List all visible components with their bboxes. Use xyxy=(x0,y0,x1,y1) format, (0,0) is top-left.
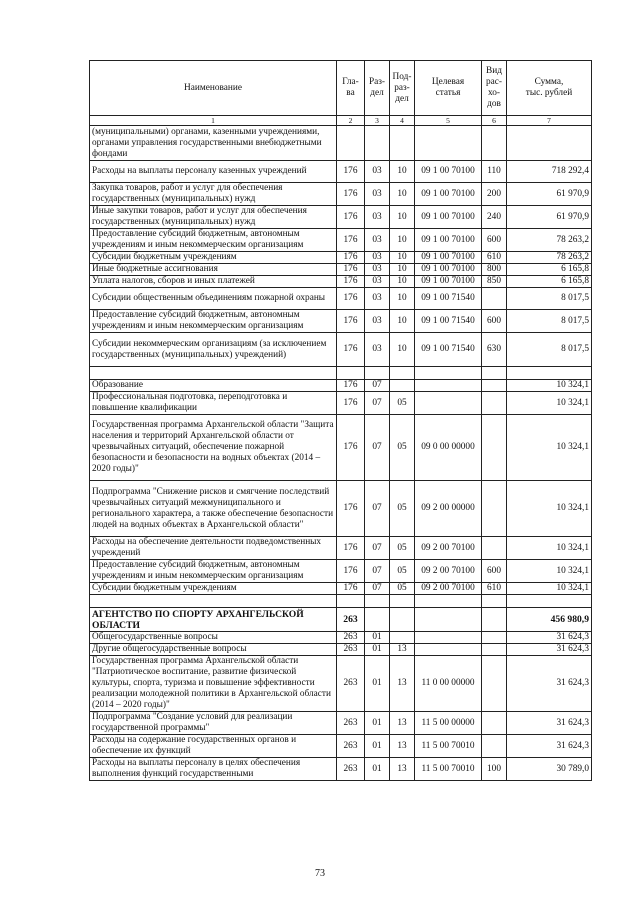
row-name: Предоставление субсидий бюджетным, автономным учреждениям и иным некоммерческим организациям xyxy=(90,229,337,252)
column-number-row xyxy=(90,116,592,126)
row-subsection xyxy=(390,608,415,632)
row-chapter: 176 xyxy=(337,252,365,264)
table-row xyxy=(90,392,592,415)
row-name: Предоставление субсидий бюджетным, автономным учреждениям и иным некоммерческим организациям xyxy=(90,310,337,333)
row-exp-type: 610 xyxy=(482,252,507,264)
row-chapter: 176 xyxy=(337,161,365,183)
row-name: АГЕНТСТВО ПО СПОРТУ АРХАНГЕЛЬСКОЙ ОБЛАСТИ xyxy=(90,608,337,632)
row-section: 03 xyxy=(365,252,390,264)
row-sum: 31 624,3 xyxy=(507,632,592,644)
row-target xyxy=(415,126,482,161)
row-subsection: 10 xyxy=(390,276,415,288)
row-subsection: 05 xyxy=(390,392,415,415)
row-sum: 31 624,3 xyxy=(507,735,592,758)
row-exp-type xyxy=(482,735,507,758)
row-section xyxy=(365,126,390,161)
row-subsection: 10 xyxy=(390,206,415,229)
row-exp-type xyxy=(482,608,507,632)
row-exp-type: 800 xyxy=(482,264,507,276)
row-chapter: 263 xyxy=(337,656,365,712)
row-exp-type xyxy=(482,415,507,481)
row-sum: 10 324,1 xyxy=(507,560,592,583)
row-section: 03 xyxy=(365,276,390,288)
row-chapter: 176 xyxy=(337,276,365,288)
row-subsection: 13 xyxy=(390,712,415,735)
row-chapter: 176 xyxy=(337,415,365,481)
row-sum: 8 017,5 xyxy=(507,288,592,310)
header-name: Наименование xyxy=(90,61,337,116)
row-name: Субсидии бюджетным учреждениям xyxy=(90,583,337,595)
row-sum: 8 017,5 xyxy=(507,310,592,333)
row-name: Субсидии некоммерческим организациям (за исключением государственных (муниципальных) учреждений) xyxy=(90,333,337,367)
table-row xyxy=(90,583,592,595)
row-section: 03 xyxy=(365,333,390,367)
row-subsection: 10 xyxy=(390,288,415,310)
table-row xyxy=(90,644,592,656)
row-section: 03 xyxy=(365,183,390,206)
table-row xyxy=(90,126,592,161)
row-name: Образование xyxy=(90,380,337,392)
row-subsection xyxy=(390,595,415,608)
row-subsection: 10 xyxy=(390,161,415,183)
row-exp-type xyxy=(482,126,507,161)
row-exp-type xyxy=(482,595,507,608)
row-chapter xyxy=(337,126,365,161)
row-chapter: 176 xyxy=(337,392,365,415)
row-chapter xyxy=(337,367,365,380)
table-row xyxy=(90,264,592,276)
table-row xyxy=(90,735,592,758)
row-name: (муниципальными) органами, казенными учреждениями, органами управления государственными внебюджетными фондами xyxy=(90,126,337,161)
row-chapter: 176 xyxy=(337,206,365,229)
col-number: 3 xyxy=(365,116,390,126)
row-name: Иные бюджетные ассигнования xyxy=(90,264,337,276)
table-row xyxy=(90,252,592,264)
row-subsection: 13 xyxy=(390,644,415,656)
row-subsection: 05 xyxy=(390,537,415,560)
row-sum: 10 324,1 xyxy=(507,481,592,537)
row-target xyxy=(415,380,482,392)
row-exp-type: 240 xyxy=(482,206,507,229)
row-name: Государственная программа Архангельской области "Патриотическое воспитание, развитие физической культуры, спорта, туризма и повышение эффективности реализации молодежной политики в Архангельской области (2014 – 2020 годы)" xyxy=(90,656,337,712)
row-section: 03 xyxy=(365,310,390,333)
row-subsection: 13 xyxy=(390,656,415,712)
row-target: 11 5 00 00000 xyxy=(415,712,482,735)
row-chapter: 176 xyxy=(337,380,365,392)
row-target: 09 2 00 70100 xyxy=(415,583,482,595)
row-sum: 10 324,1 xyxy=(507,415,592,481)
row-sum: 6 165,8 xyxy=(507,276,592,288)
row-subsection: 05 xyxy=(390,415,415,481)
table-row xyxy=(90,560,592,583)
col-number: 1 xyxy=(90,116,337,126)
table-row xyxy=(90,333,592,367)
row-section: 03 xyxy=(365,288,390,310)
row-section: 07 xyxy=(365,560,390,583)
row-name: Расходы на обеспечение деятельности подведомственных учреждений xyxy=(90,537,337,560)
row-section xyxy=(365,608,390,632)
row-chapter: 263 xyxy=(337,712,365,735)
row-sum: 6 165,8 xyxy=(507,264,592,276)
row-chapter: 263 xyxy=(337,608,365,632)
header-exp-type: Вид рас- хо- дов xyxy=(482,61,507,116)
row-section: 03 xyxy=(365,264,390,276)
row-chapter: 176 xyxy=(337,583,365,595)
row-name: Подпрограмма "Снижение рисков и смягчение последствий чрезвычайных ситуаций межмуниципального и регионального характера, а также обеспечение безопасности людей на водных объектах в Архангельской области" xyxy=(90,481,337,537)
table-row xyxy=(90,183,592,206)
row-exp-type: 630 xyxy=(482,333,507,367)
table-row xyxy=(90,367,592,380)
row-sum: 30 789,0 xyxy=(507,758,592,781)
row-sum: 10 324,1 xyxy=(507,583,592,595)
row-exp-type xyxy=(482,656,507,712)
row-sum: 31 624,3 xyxy=(507,656,592,712)
row-exp-type xyxy=(482,367,507,380)
row-target: 09 2 00 70100 xyxy=(415,537,482,560)
row-section: 03 xyxy=(365,206,390,229)
table-row xyxy=(90,632,592,644)
budget-table xyxy=(89,60,592,781)
row-section: 07 xyxy=(365,392,390,415)
row-target: 09 1 00 70100 xyxy=(415,161,482,183)
row-exp-type: 100 xyxy=(482,758,507,781)
row-exp-type xyxy=(482,644,507,656)
row-name xyxy=(90,595,337,608)
header-section: Раз- дел xyxy=(365,61,390,116)
row-chapter: 263 xyxy=(337,644,365,656)
row-target xyxy=(415,644,482,656)
row-exp-type xyxy=(482,537,507,560)
row-subsection: 10 xyxy=(390,264,415,276)
row-target xyxy=(415,595,482,608)
row-subsection: 10 xyxy=(390,229,415,252)
row-chapter: 176 xyxy=(337,288,365,310)
table-row xyxy=(90,537,592,560)
row-subsection xyxy=(390,126,415,161)
row-target: 09 1 00 70100 xyxy=(415,252,482,264)
row-name: Государственная программа Архангельской области "Защита населения и территорий Архангельской области от чрезвычайных ситуаций, обеспечение пожарной безопасности и безопасности на водных объектах (2014 – 2020 годы)" xyxy=(90,415,337,481)
table-row xyxy=(90,608,592,632)
row-section xyxy=(365,367,390,380)
row-name: Уплата налогов, сборов и иных платежей xyxy=(90,276,337,288)
row-exp-type xyxy=(482,481,507,537)
table-body xyxy=(90,126,592,781)
row-section: 07 xyxy=(365,583,390,595)
row-sum: 61 970,9 xyxy=(507,206,592,229)
row-target: 09 1 00 71540 xyxy=(415,333,482,367)
row-sum: 8 017,5 xyxy=(507,333,592,367)
row-section: 01 xyxy=(365,712,390,735)
row-name: Субсидии общественным объединениям пожарной охраны xyxy=(90,288,337,310)
table-row xyxy=(90,310,592,333)
row-name: Общегосударственные вопросы xyxy=(90,632,337,644)
row-name: Иные закупки товаров, работ и услуг для обеспечения государственных (муниципальных) нужд xyxy=(90,206,337,229)
row-target: 09 1 00 71540 xyxy=(415,310,482,333)
row-exp-type: 110 xyxy=(482,161,507,183)
row-target xyxy=(415,608,482,632)
row-name: Расходы на выплаты персоналу казенных учреждений xyxy=(90,161,337,183)
row-chapter: 176 xyxy=(337,264,365,276)
row-section xyxy=(365,595,390,608)
row-exp-type: 600 xyxy=(482,229,507,252)
row-target xyxy=(415,632,482,644)
row-subsection: 10 xyxy=(390,252,415,264)
row-sum: 78 263,2 xyxy=(507,229,592,252)
row-section: 01 xyxy=(365,644,390,656)
row-section: 01 xyxy=(365,758,390,781)
row-name: Другие общегосударственные вопросы xyxy=(90,644,337,656)
row-sum xyxy=(507,367,592,380)
row-exp-type: 600 xyxy=(482,560,507,583)
row-subsection: 10 xyxy=(390,333,415,367)
header-target: Целевая статья xyxy=(415,61,482,116)
row-exp-type: 200 xyxy=(482,183,507,206)
row-sum: 61 970,9 xyxy=(507,183,592,206)
header-chapter: Гла- ва xyxy=(337,61,365,116)
row-sum: 456 980,9 xyxy=(507,608,592,632)
row-subsection: 10 xyxy=(390,183,415,206)
row-sum: 10 324,1 xyxy=(507,392,592,415)
row-exp-type xyxy=(482,632,507,644)
row-target: 09 2 00 70100 xyxy=(415,560,482,583)
row-chapter: 263 xyxy=(337,758,365,781)
row-exp-type xyxy=(482,712,507,735)
row-subsection: 10 xyxy=(390,310,415,333)
row-target xyxy=(415,367,482,380)
row-name xyxy=(90,367,337,380)
row-chapter: 176 xyxy=(337,183,365,206)
row-chapter: 263 xyxy=(337,735,365,758)
row-chapter xyxy=(337,595,365,608)
table-header-row xyxy=(90,61,592,116)
row-section: 07 xyxy=(365,380,390,392)
table-row xyxy=(90,380,592,392)
col-number: 2 xyxy=(337,116,365,126)
row-target: 11 5 00 70010 xyxy=(415,758,482,781)
row-target: 11 0 00 00000 xyxy=(415,656,482,712)
table-row xyxy=(90,161,592,183)
row-name: Расходы на выплаты персоналу в целях обеспечения выполнения функций государственными xyxy=(90,758,337,781)
page-number: 73 xyxy=(315,868,325,879)
row-subsection: 05 xyxy=(390,560,415,583)
row-sum: 31 624,3 xyxy=(507,644,592,656)
row-name: Субсидии бюджетным учреждениям xyxy=(90,252,337,264)
row-subsection xyxy=(390,367,415,380)
row-exp-type xyxy=(482,392,507,415)
header-subsection: Под- раз- дел xyxy=(390,61,415,116)
row-subsection: 13 xyxy=(390,758,415,781)
row-subsection xyxy=(390,380,415,392)
row-chapter: 176 xyxy=(337,229,365,252)
row-sum: 10 324,1 xyxy=(507,537,592,560)
table-row xyxy=(90,276,592,288)
row-target: 09 0 00 00000 xyxy=(415,415,482,481)
table-row xyxy=(90,415,592,481)
row-subsection xyxy=(390,632,415,644)
row-sum: 718 292,4 xyxy=(507,161,592,183)
row-name: Предоставление субсидий бюджетным, автономным учреждениям и иным некоммерческим организациям xyxy=(90,560,337,583)
row-target: 11 5 00 70010 xyxy=(415,735,482,758)
row-section: 01 xyxy=(365,735,390,758)
row-exp-type xyxy=(482,288,507,310)
row-chapter: 176 xyxy=(337,560,365,583)
row-target: 09 1 00 70100 xyxy=(415,229,482,252)
row-target: 09 2 00 00000 xyxy=(415,481,482,537)
table-row xyxy=(90,656,592,712)
row-section: 07 xyxy=(365,415,390,481)
table-row xyxy=(90,758,592,781)
row-target: 09 1 00 70100 xyxy=(415,276,482,288)
row-name: Закупка товаров, работ и услуг для обеспечения государственных (муниципальных) нужд xyxy=(90,183,337,206)
row-target: 09 1 00 70100 xyxy=(415,264,482,276)
table-row xyxy=(90,712,592,735)
row-name: Расходы на содержание государственных органов и обеспечение их функций xyxy=(90,735,337,758)
row-target xyxy=(415,392,482,415)
row-sum: 78 263,2 xyxy=(507,252,592,264)
table-row xyxy=(90,595,592,608)
table-row xyxy=(90,229,592,252)
row-target: 09 1 00 71540 xyxy=(415,288,482,310)
row-section: 07 xyxy=(365,481,390,537)
row-chapter: 263 xyxy=(337,632,365,644)
row-subsection: 13 xyxy=(390,735,415,758)
row-exp-type xyxy=(482,380,507,392)
row-name: Профессиональная подготовка, переподготовка и повышение квалификации xyxy=(90,392,337,415)
row-exp-type: 850 xyxy=(482,276,507,288)
row-sum: 31 624,3 xyxy=(507,712,592,735)
row-subsection: 05 xyxy=(390,481,415,537)
row-chapter: 176 xyxy=(337,481,365,537)
table-row xyxy=(90,206,592,229)
row-name: Подпрограмма "Создание условий для реализации государственной программы" xyxy=(90,712,337,735)
table-row xyxy=(90,288,592,310)
col-number: 5 xyxy=(415,116,482,126)
row-chapter: 176 xyxy=(337,333,365,367)
row-section: 03 xyxy=(365,161,390,183)
row-target: 09 1 00 70100 xyxy=(415,206,482,229)
row-sum xyxy=(507,126,592,161)
row-exp-type: 610 xyxy=(482,583,507,595)
col-number: 7 xyxy=(507,116,592,126)
col-number: 4 xyxy=(390,116,415,126)
row-sum: 10 324,1 xyxy=(507,380,592,392)
row-section: 03 xyxy=(365,229,390,252)
header-sum: Сумма, тыс. рублей xyxy=(507,61,592,116)
row-target: 09 1 00 70100 xyxy=(415,183,482,206)
row-subsection: 05 xyxy=(390,583,415,595)
row-section: 01 xyxy=(365,656,390,712)
col-number: 6 xyxy=(482,116,507,126)
table-row xyxy=(90,481,592,537)
row-section: 01 xyxy=(365,632,390,644)
row-section: 07 xyxy=(365,537,390,560)
row-chapter: 176 xyxy=(337,310,365,333)
row-sum xyxy=(507,595,592,608)
row-exp-type: 600 xyxy=(482,310,507,333)
row-chapter: 176 xyxy=(337,537,365,560)
